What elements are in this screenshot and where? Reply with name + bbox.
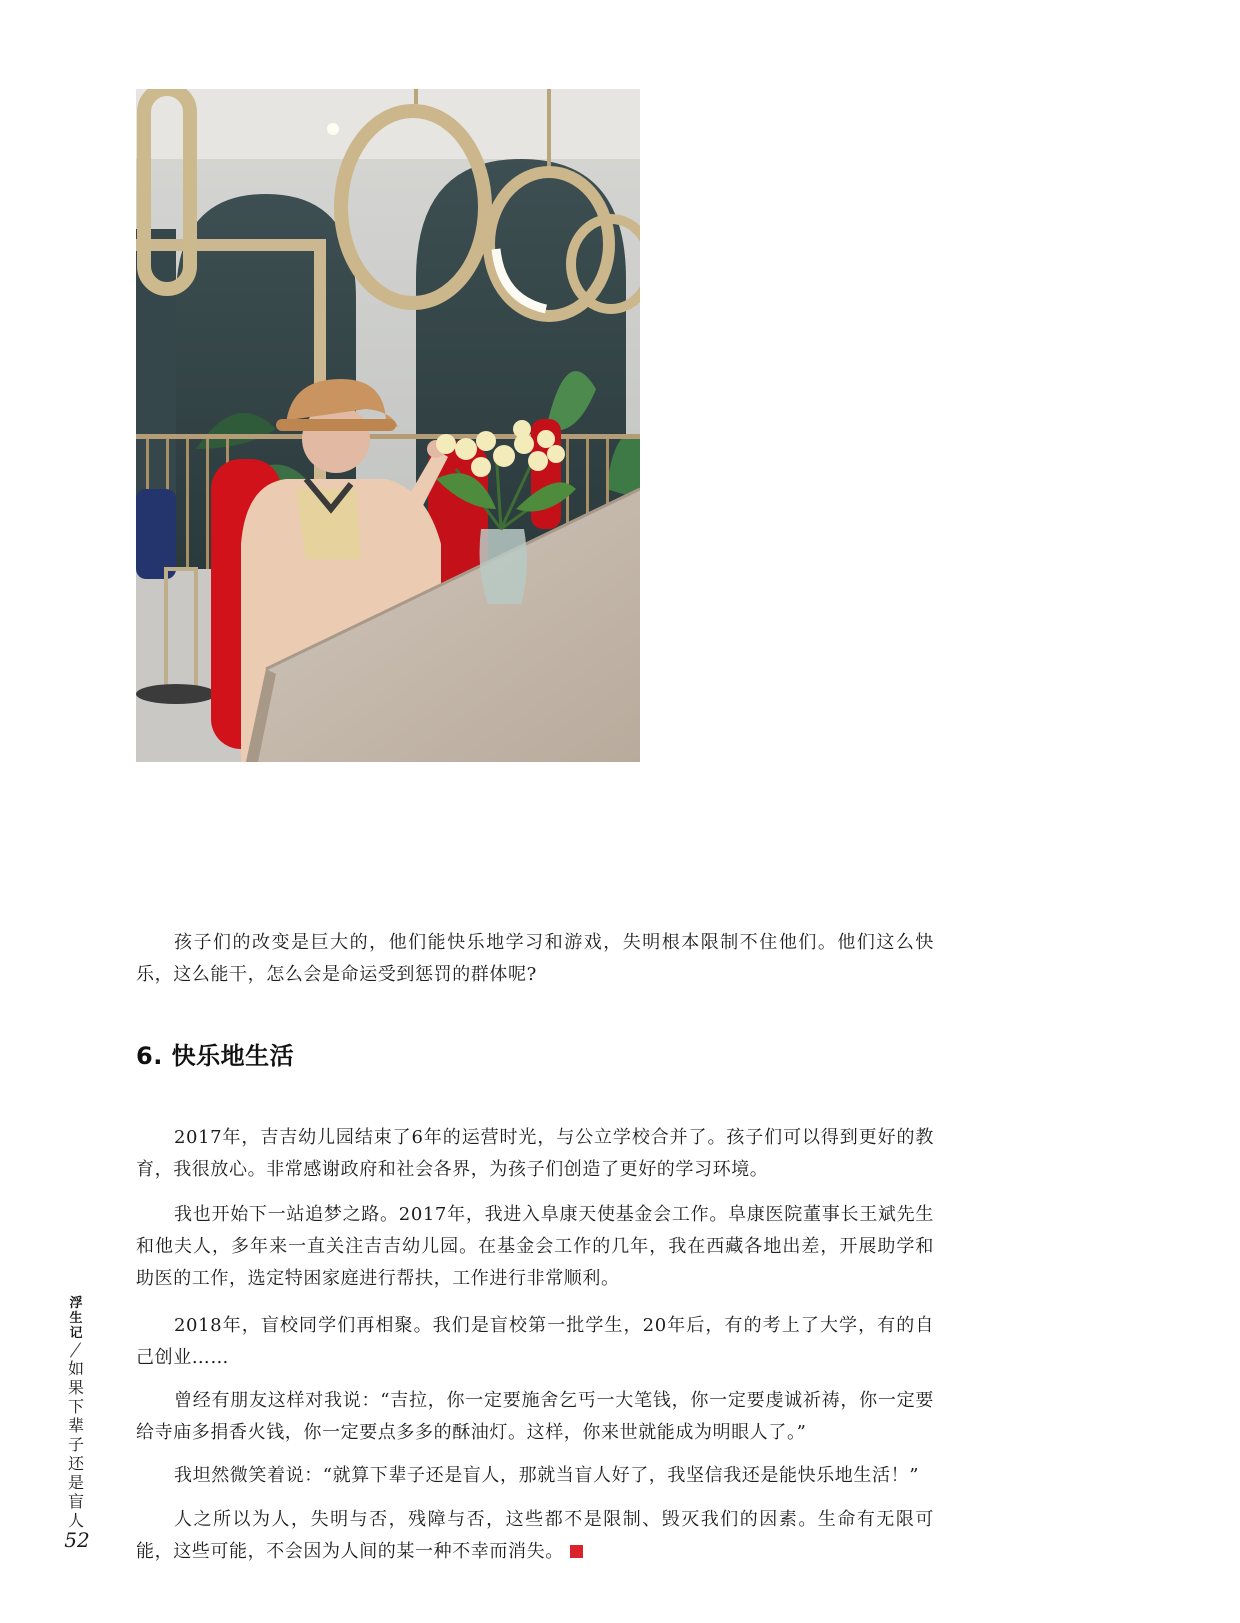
paragraph: 曾经有朋友这样对我说：“吉拉，你一定要施舍乞丐一大笔钱，你一定要虔诚祈祷，你一定要给寺庙多捐香火钱，你一定要点多多的酥油灯。这样，你来世就能成为明眼人了。” bbox=[136, 1390, 934, 1443]
running-title bbox=[64, 1296, 88, 1530]
magazine-name-char: 浮 bbox=[69, 1296, 83, 1311]
section-heading: 6. 快乐地生活 bbox=[136, 1042, 295, 1070]
paragraph: 我坦然微笑着说：“就算下辈子还是盲人，那就当盲人好了，我坚信我还是能快乐地生活！” bbox=[174, 1465, 919, 1486]
article-title-char: 还 bbox=[67, 1454, 84, 1473]
magazine-name-char: 记 bbox=[69, 1326, 83, 1341]
article-title-char: 下 bbox=[67, 1397, 84, 1416]
photo-woman-with-flowers-icon bbox=[136, 89, 640, 762]
paragraph: 2018年，盲校同学们再相聚。我们是盲校第一批学生，20年后，有的考上了大学，有的自己创业…… bbox=[136, 1315, 934, 1368]
paragraph-last bbox=[136, 1504, 934, 1568]
article-title-char: 是 bbox=[67, 1473, 84, 1492]
article-title-char: 如 bbox=[67, 1359, 84, 1378]
article-title-char: 辈 bbox=[67, 1416, 84, 1435]
end-mark-square-icon bbox=[570, 1545, 583, 1558]
slash-divider-icon bbox=[64, 1341, 88, 1359]
magazine-name-char: 生 bbox=[69, 1311, 83, 1326]
paragraph: 我也开始下一站追梦之路。2017年，我进入阜康天使基金会工作。阜康医院董事长王斌先生和他夫人，多年来一直关注吉吉幼儿园。在基金会工作的几年，我在西藏各地出差，开展助学和助医的工作，选定特困家庭进行帮扶，工作进行非常顺利。 bbox=[136, 1204, 934, 1289]
article-title-char: 人 bbox=[67, 1511, 84, 1530]
paragraph: 孩子们的改变是巨大的，他们能快乐地学习和游戏，失明根本限制不住他们。他们这么快乐，这么能干，怎么会是命运受到惩罚的群体呢? bbox=[136, 932, 934, 985]
paragraph: 2017年，吉吉幼儿园结束了6年的运营时光，与公立学校合并了。孩子们可以得到更好的教育，我很放心。非常感谢政府和社会各界，为孩子们创造了更好的学习环境。 bbox=[136, 1127, 934, 1180]
article-title-char: 盲 bbox=[67, 1492, 84, 1511]
article-photo bbox=[136, 89, 640, 762]
article-title-char: 子 bbox=[67, 1435, 84, 1454]
paragraph-last-text: 人之所以为人，失明与否，残障与否，这些都不是限制、毁灭我们的因素。生命有无限可能，这些可能，不会因为人间的某一种不幸而消失。 bbox=[136, 1509, 934, 1562]
article-title-char: 果 bbox=[67, 1378, 84, 1397]
page-number: 52 bbox=[64, 1528, 90, 1552]
